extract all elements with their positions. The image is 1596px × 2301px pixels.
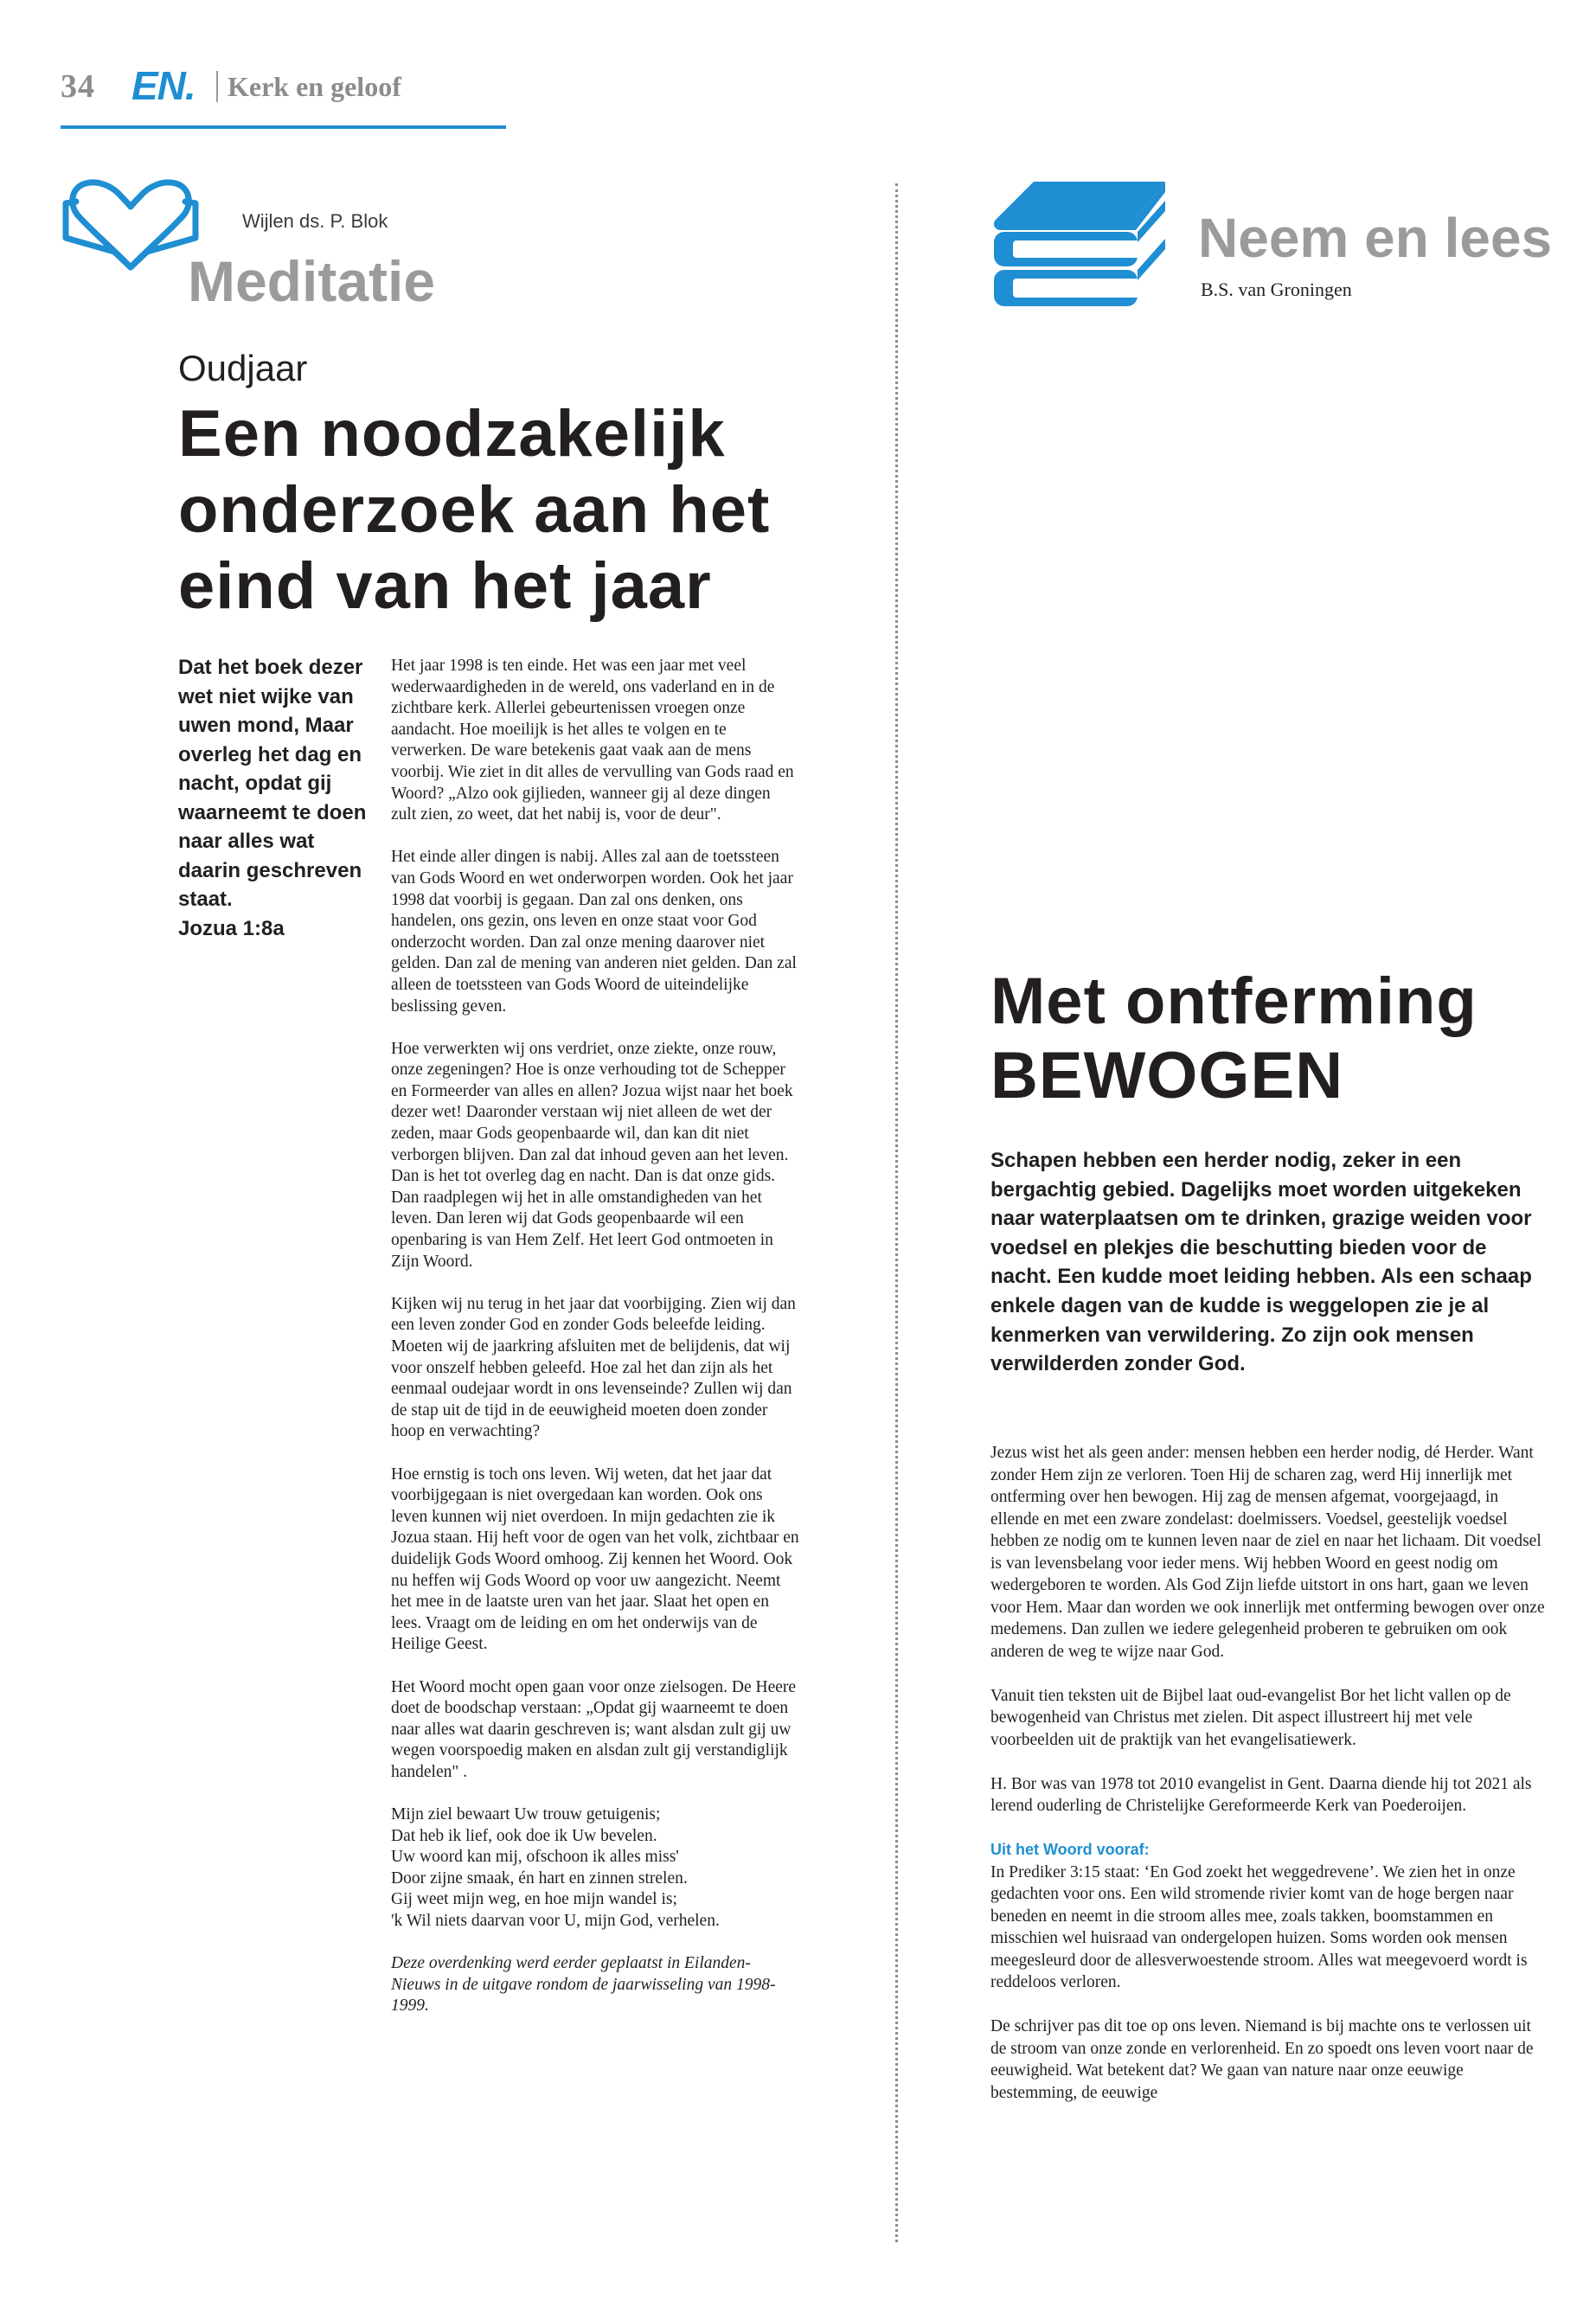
body-paragraph: Hoe ernstig is toch ons leven. Wij weten, dat het jaar dat voorbijgegaan is niet overgedaan kan worden. Ook ons leven kunnen wij niet overdoen. In mijn gedachten zie ik Jozua staan. Hij heft voor de ogen van het volk, zichtbaar en duidelijk Gods Woord omhoog. Zij kennen het Woord. Ook nu heffen wij Gods Woord op voor uw aangezicht. Neemt het mee in de laatste uren van het jaar. Slaat het open en lees. Vraagt om de leiding en om het onderwijs van de Heilige Geest. [391,1465,799,1654]
publication-logo: EN. [131,63,195,108]
article-body [391,656,799,2039]
bible-quote-text: Dat het boek dezer wet niet wijke van uwen mond, Maar overleg het dag en nacht, opdat gij waarneemt te doen naar alles wat daarin geschreven staat. [178,656,367,911]
review-headline [990,965,1561,1113]
publication-note: Deze overdenking werd eerder geplaatst in Eilanden-Nieuws in de uitgave rondom de jaarwisseling van 1998-1999. [391,1954,776,2016]
review-headline-line2: BEWOGEN [990,1039,1344,1112]
header-separator [216,71,218,102]
article-subtitle: Oudjaar [178,348,308,388]
review-paragraph: H. Bor was van 1978 tot 2010 evangelist in Gent. Daarna diende hij tot 2021 als lerend ouderling de Christelijke Gereformeerde Kerk van Poederoijen. [990,1774,1532,1815]
review-paragraph: In Prediker 3:15 staat: ‘En God zoekt het weggedrevene’. We zien het in onze gedachten voor ons. Een wild stromende rivier komt van de hoge bergen naar beneden en neemt in die stroom alles mee, zoals takken, boomstammen en misschien wel huisraad van ondergelopen huizen. Soms worden ook mensen meegesleurd door de allesverwoestende stroom. Alles wat meegevoerd wordt is reddeloos verloren. [990,1862,1528,1991]
section-title: Kerk en geloof [228,71,401,102]
review-body [990,1442,1548,2126]
bible-quote [178,653,379,943]
body-paragraph: Het einde aller dingen is nabij. Alles zal aan de toetssteen van Gods Woord en wet onderworpen worden. Ook het jaar 1998 dat voorbij is gegaan. Dan zal ons denken, ons handelen, ons gezin, ons leven en onze staat voor God onderzocht worden. Dan zal onze mening daarover niet gelden. Dan zal de mening van anderen niet gelden. Dan zal alleen de toetssteen van Gods Woord de uiteindelijke beslissing geven. [391,848,797,1016]
header-rule [61,125,506,129]
bible-quote-reference: Jozua 1:8a [178,916,285,940]
review-headline-line1: Met ontferming [990,965,1477,1038]
column-divider [895,183,898,2242]
open-book-heart-icon [61,177,201,274]
body-paragraph: Kijken wij nu terug in het jaar dat voorbijging. Zien wij dan een leven zonder God en zonder Gods beleefde leiding. Moeten wij de jaarkring afsluiten met de belijdenis, dat wij voor onszelf hebben geleefd. Hoe zal het dan zijn als het eenmaal oudejaar wordt in ons levenseinde? Zullen wij dan de stap uit de tijd in de eeuwigheid moeten doen zonder hoop en verwachting? [391,1294,796,1441]
column-kicker-right: Neem en lees [1198,207,1553,269]
body-paragraph: Hoe verwerkten wij ons verdriet, onze ziekte, onze rouw, onze zegeningen? Hoe is onze verhouding tot de Schepper en Formeerder van alles en allen? Jozua wijst naar het boek dezer wet! Daaronder verstaan wij niet alleen de wet der zeden, maar Gods geopenbaarde wil, dan kan dit niet verborgen blijven. Dan zal dat inhoud geven aan het leven. Dan is het tot overleg dag en nacht. Dan is dat onze gids. Dan raadplegen wij het in alle omstandigheden van het leven. Dan leren wij dat Gods geopenbaarde wil een openbaring is van Hem Zelf. Het leert God ontmoeten in Zijn Woord. [391,1039,793,1271]
review-paragraph: De schrijver pas dit toe op ons leven. Niemand is bij machte ons te verlossen uit de stroom van onze zonde en verlorenheid. En zo spoedt ons leven voort naar de eeuwigheid. Wat betekent dat? We gaan van nature naar onze eeuwige bestemming, de eeuwige [990,2017,1534,2102]
review-lead: Schapen hebben een herder nodig, zeker in een bergachtig gebied. Dagelijks moet worden uitgekeken naar waterplaatsen om te drinken, grazige weiden voor voedsel en plekjes die beschutting bieden voor de nacht. Een kudde moet leiding hebben. Als een schaap enkele dagen van de kudde is weggelopen zie je al kenmerken van verwildering. Zo zijn ook mensen verwilderden zonder God. [990,1149,1532,1376]
author-name: Wijlen ds. P. Blok [242,210,388,232]
review-paragraph: Vanuit tien teksten uit de Bijbel laat oud-evangelist Bor het licht vallen op de bewogenheid van Christus met zielen. Dit aspect illustreert hij met vele voorbeelden uit de praktijk van het evangelisatiewerk. [990,1686,1511,1749]
article-headline: Een noodzakelijk onderzoek aan het eind van het jaar [178,397,771,623]
page-number: 34 [61,68,95,105]
review-paragraph: Jezus wist het als geen ander: mensen hebben een herder nodig, dé Herder. Want zonder Hem zijn ze verloren. Toen Hij de scharen zag, werd Hij innerlijk met ontferming over hen bewogen. Hij zag de mensen afgemat, voorgejaagd, in ellende en met een zware zondelast: doelmissers. Voedsel, geestelijk voedsel hebben ze nodig om te kunnen leven naar de ziel en naar het lichaam. Dit voedsel is van levensbelang voor ieder mens. Wij hebben Woord en geest nodig om wedergeboren te worden. Als God Zijn liefde uitstort in ons hart, gaan we leven voor Hem. Maar dan worden we ook innerlijk met ontferming bewogen over onze medemens. Dan zullen we iedere gelegenheid proberen te gebruiken om ook anderen de weg te wijze naar God. [990,1444,1545,1661]
body-paragraph: Het jaar 1998 is ten einde. Het was een jaar met veel wederwaardigheden in de wereld, ons vaderland en in de zichtbare kerk. Allerlei gebeurtenissen vroegen onze aandacht. Hoe moeilijk is het alles te volgen en te verwerken. De ware betekenis gaat vaak aan de mens voorbij. Wie ziet in dit alles de vervulling van Gods raad en Woord? „Alzo ook gijlieden, wanneer gij al deze dingen zult zien, zo weet, dat het nabij is, voor de deur". [391,657,794,824]
body-paragraph: Het Woord mocht open gaan voor onze zielsogen. De Heere doet de boodschap verstaan: „Opdat gij waarneemt te doen naar alles wat daarin geschreven is; want alsdan zult gij uw wegen voorspoedig maken en alsdan zult gij verstandiglijk handelen" . [391,1677,797,1781]
reviewer-name: B.S. van Groningen [1201,279,1352,300]
review-subheading: Uit het Woord vooraf: [990,1841,1150,1858]
psalm-verse: Mijn ziel bewaart Uw trouw getuigenis; Dat heb ik lief, ook doe ik Uw bevelen. Uw woord kan mij, ofschoon ik alles miss' Door zijne smaak, én hart en zinnen strelen. Gij weet mijn weg, en hoe mijn wandel is; 'k Wil niets daarvan voor U, mijn God, verhelen. [391,1805,720,1931]
column-kicker: Meditatie [188,249,436,313]
book-stack-icon [989,180,1169,310]
